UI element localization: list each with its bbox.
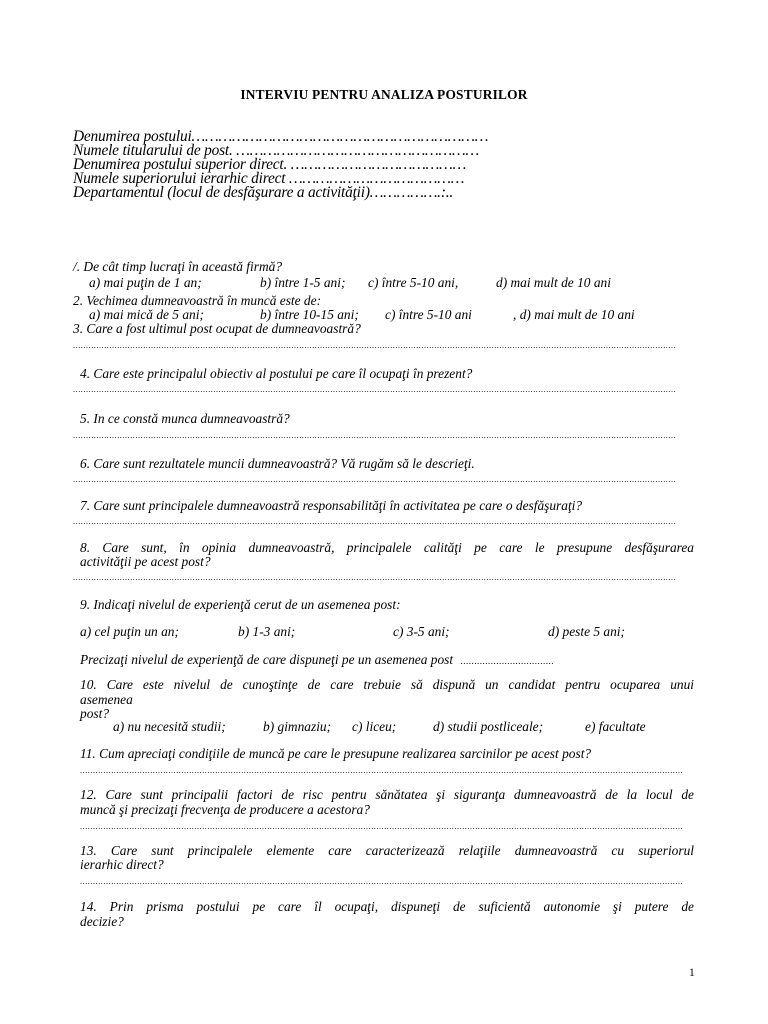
question-14-line-1: 14. Prin prisma postului pe care îl ocupaţi, dispuneţi de suficientă autonomie şi putere de bbox=[80, 899, 694, 914]
q9-followup-text: Precizaţi nivelul de experienţă de care dispuneţi pe un asemenea post bbox=[80, 652, 454, 667]
answer-line-8: ........................................................................................................................................................................................................................................ bbox=[73, 574, 677, 582]
q10-option-a: a) nu necesită studii; bbox=[113, 719, 226, 734]
answer-line-5: ........................................................................................................................................................................................................................................ bbox=[73, 432, 677, 440]
question-4: 4. Care este principalul obiectiv al postului pe care îl ocupaţi în prezent? bbox=[80, 366, 473, 381]
question-9-followup bbox=[80, 652, 554, 669]
answer-line-3: ........................................................................................................................................................................................................................................ bbox=[73, 342, 677, 350]
q1-option-b: b) între 1-5 ani; bbox=[260, 275, 346, 290]
question-10-line-1: 10. Care este nivelul de cunoştinţe de care trebuie să dispună un candidat pentru ocuparea unui bbox=[80, 677, 694, 692]
field-holder-name: Numele titularului de post. ……………………………………………… bbox=[73, 142, 479, 159]
question-12-line-1: 12. Care sunt principalii factori de risc pentru sănătatea şi siguranţa dumneavoastră de la locul de bbox=[80, 787, 694, 802]
q10-option-e: e) facultate bbox=[585, 719, 646, 734]
answer-line-11: ........................................................................................................................................................................................................................................ bbox=[80, 767, 684, 775]
question-11: 11. Cum apreciaţi condiţiile de muncă pe care le presupune realizarea sarcinilor pe acest post? bbox=[80, 746, 592, 761]
q10-option-d: d) studii postliceale; bbox=[433, 719, 544, 734]
q2-option-a: a) mai mică de 5 ani; bbox=[89, 307, 204, 322]
question-8-line-1: 8. Care sunt, în opinia dumneavoastră, principalele calităţi pe care le presupune desfăşurarea bbox=[80, 540, 694, 555]
page-number: 1 bbox=[689, 967, 695, 979]
q2-option-c: c) între 5-10 ani bbox=[385, 307, 472, 322]
answer-line-12: ........................................................................................................................................................................................................................................ bbox=[80, 823, 684, 831]
question-14-line-2: decizie? bbox=[80, 914, 124, 929]
field-department: Departamentul (locul de desfăşurare a activităţii)…………….:.. bbox=[73, 184, 454, 201]
question-10-line-2: asemenea bbox=[80, 692, 133, 707]
question-8-line-2: activităţii pe acest post? bbox=[80, 554, 211, 569]
question-5: 5. In ce constă munca dumneavoastră? bbox=[80, 411, 290, 426]
q9-option-a: a) cel puţin un an; bbox=[80, 624, 179, 639]
q9-option-c: c) 3-5 ani; bbox=[393, 624, 450, 639]
q9-option-b: b) 1-3 ani; bbox=[238, 624, 296, 639]
q1-option-c: c) între 5-10 ani, bbox=[368, 275, 459, 290]
answer-line-4: ........................................................................................................................................................................................................................................ bbox=[73, 386, 677, 394]
q1-option-d: d) mai mult de 10 ani bbox=[496, 275, 611, 290]
question-12-line-2: muncă şi precizaţi frecvenţa de producere a acestora? bbox=[80, 802, 370, 817]
field-job-title: Denumirea postului………………………………………………………… bbox=[73, 128, 489, 145]
q10-option-b: b) gimnaziu; bbox=[263, 719, 332, 734]
question-13-line-1: 13. Care sunt principalele elemente care caracterizează relaţiile dumneavoastră cu superiorul bbox=[80, 843, 694, 858]
question-10-line-3: post? bbox=[80, 706, 110, 721]
answer-line-6: ........................................................................................................................................................................................................................................ bbox=[73, 476, 677, 484]
question-6: 6. Care sunt rezultatele muncii dumneavoastră? Vă rugăm să le descrieţi. bbox=[80, 456, 475, 471]
q1-option-a: a) mai puţin de 1 an; bbox=[89, 275, 202, 290]
q2-option-b: b) între 10-15 ani; bbox=[260, 307, 359, 322]
q10-option-c: c) liceu; bbox=[352, 719, 397, 734]
question-2: 2. Vechimea dumneavoastră în muncă este de: bbox=[73, 293, 322, 308]
q9-followup-dots: .................................. bbox=[460, 656, 554, 666]
question-3: 3. Care a fost ultimul post ocupat de dumneavoastră? bbox=[73, 321, 361, 336]
question-7: 7. Care sunt principalele dumneavoastră responsabilităţi în activitatea pe care o desfăşuraţi? bbox=[80, 498, 583, 513]
q2-option-d: , d) mai mult de 10 ani bbox=[513, 307, 635, 322]
field-superior-name: Numele superiorului ierarhic direct ………………………………… bbox=[73, 170, 465, 187]
answer-line-13: ........................................................................................................................................................................................................................................ bbox=[80, 878, 684, 886]
answer-line-7: ........................................................................................................................................................................................................................................ bbox=[73, 518, 677, 526]
question-13-line-2: ierarhic direct? bbox=[80, 857, 164, 872]
document-title: INTERVIU PENTRU ANALIZA POSTURILOR bbox=[240, 87, 528, 102]
question-1: /. De cât timp lucraţi în această firmă? bbox=[73, 259, 283, 274]
question-9: 9. Indicaţi nivelul de experienţă cerut de un asemenea post: bbox=[80, 597, 401, 612]
field-superior-post: Denumirea postului superior direct. ………………………………… bbox=[73, 156, 467, 173]
q9-option-d: d) peste 5 ani; bbox=[548, 624, 625, 639]
